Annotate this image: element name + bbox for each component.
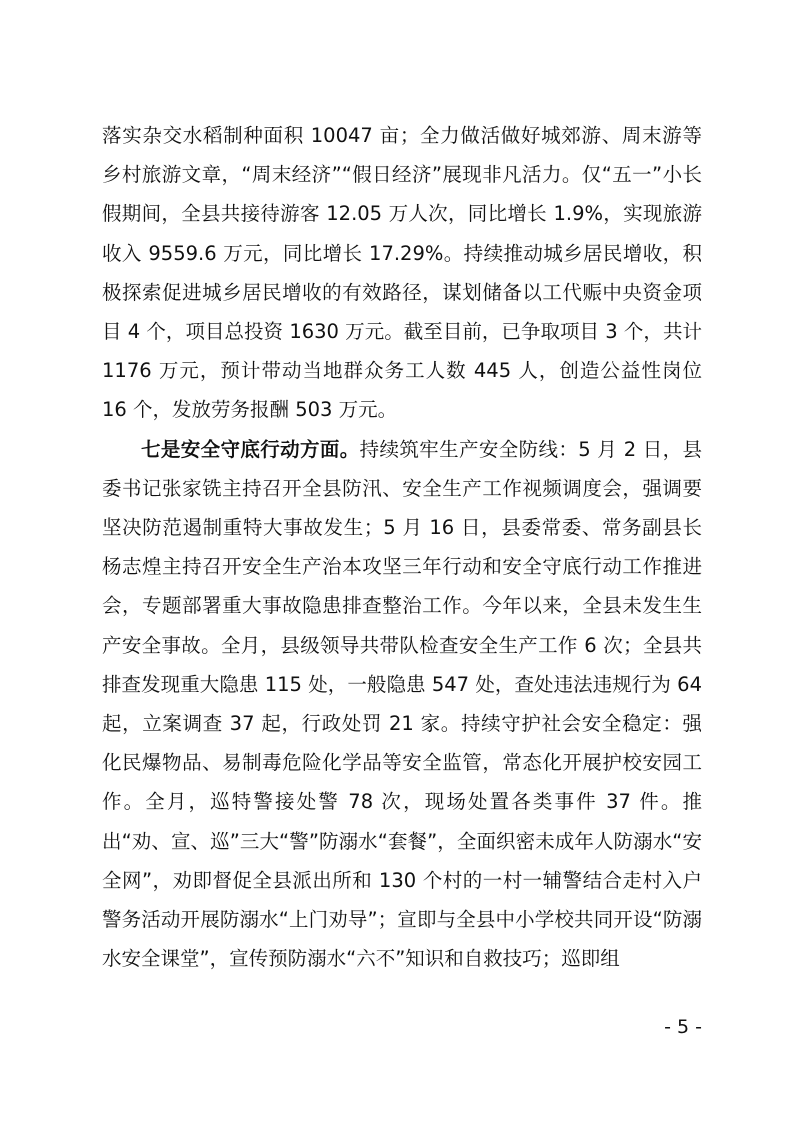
- paragraph-2: [102, 430, 702, 979]
- paragraph-1-text: 落实杂交水稻制种面积 10047 亩；全力做活做好城郊游、周末游等乡村旅游文章，“周末经济”“假日经济”展现非凡活力。仅“五一”小长假期间，全县共接待游客 12.05 万人次，同比增长 1.9%，实现旅游收入 9559.6 万元，同比增长 17.29%。持续推动城乡居民增收，积极探索促进城乡居民增收的有效路径，谋划储备以工代赈中央资金项目 4 个，项目总投资 1630 万元。截至目前，已争取项目 3 个，共计 1176 万元，预计带动当地群众务工人数 445 人，创造公益性岗位 16 个，发放劳务报酬 503 万元。: [102, 124, 702, 422]
- page-number: - 5 -: [664, 1016, 702, 1038]
- paragraph-1: [102, 116, 702, 430]
- paragraph-2-text: 持续筑牢生产安全防线：5 月 2 日，县委书记张家铣主持召开全县防汛、安全生产工作视频调度会，强调要坚决防范遏制重特大事故发生；5 月 16 日，县委常委、常务副县长杨志煌主持召开安全生产治本攻坚三年行动和安全守底行动工作推进会，专题部署重大事故隐患排查整治工作。今年以来，全县未发生生产安全事故。全月，县级领导共带队检查安全生产工作 6 次；全县共排查发现重大隐患 115 处，一般隐患 547 处，查处违法违规行为 64 起，立案调查 37 起，行政处罚 21 家。持续守护社会安全稳定：强化民爆物品、易制毒危险化学品等安全监管，常态化开展护校安园工作。全月，巡特警接处警 78 次，现场处置各类事件 37 件。推出“劝、宣、巡”三大“警”防溺水“套餐”，全面织密未成年人防溺水“安全网”，劝即督促全县派出所和 130 个村的一村一辅警结合走村入户警务活动开展防溺水“上门劝导”；宣即与全县中小学校共同开设“防溺水安全课堂”，宣传预防溺水“六不”知识和自救技巧；巡即组: [102, 437, 702, 971]
- document-body: [102, 116, 702, 978]
- section-heading: 七是安全守底行动方面。: [141, 437, 360, 461]
